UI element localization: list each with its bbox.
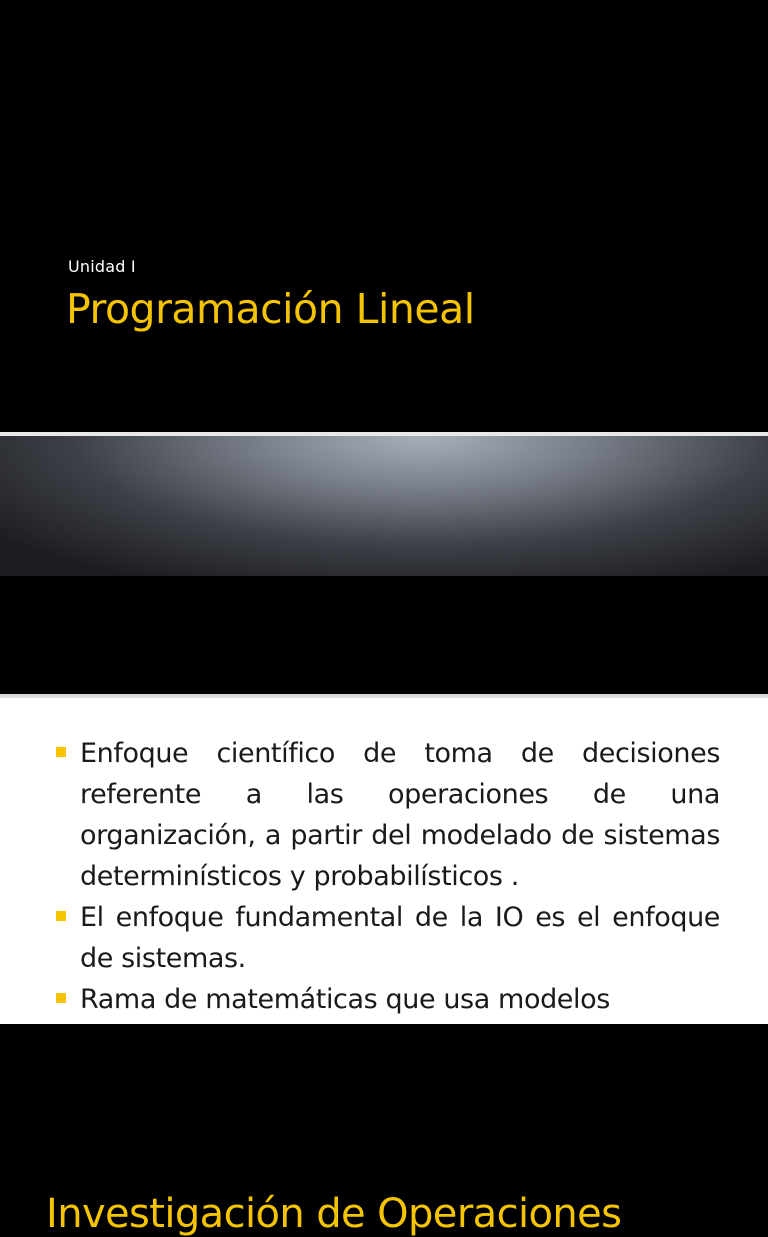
list-item <box>56 897 720 979</box>
square-bullet-icon <box>56 747 66 757</box>
content-slide-title: Investigación de Operaciones <box>46 1191 622 1237</box>
list-item <box>56 979 720 1020</box>
bullet-list <box>56 733 720 1020</box>
title-slide <box>0 0 768 432</box>
square-bullet-icon <box>56 911 66 921</box>
bullet-text: Enfoque científico de toma de decisiones referente a las operaciones de una organización, a partir del modelado de sistemas determinísticos y probabilísticos . <box>80 738 720 892</box>
bullet-text: El enfoque fundamental de la IO es el enfoque de sistemas. <box>80 902 720 974</box>
square-bullet-icon <box>56 993 66 1003</box>
gradient-band <box>0 436 768 576</box>
slide-subtitle: Unidad I <box>68 257 136 276</box>
slide-title: Programación Lineal <box>66 285 475 333</box>
list-item <box>56 733 720 897</box>
bullet-text: Rama de matemáticas que usa modelos <box>80 984 610 1015</box>
